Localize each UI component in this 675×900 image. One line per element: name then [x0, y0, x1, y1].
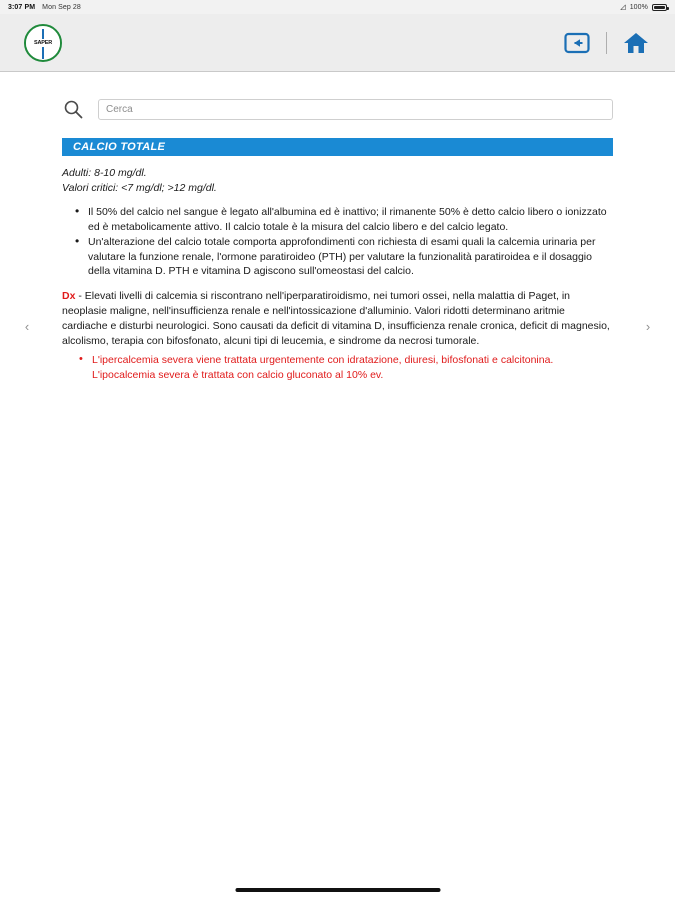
- search-icon[interactable]: [62, 98, 84, 120]
- battery-full-icon: [652, 4, 667, 11]
- reference-values: [62, 166, 613, 196]
- list-item: • L'ipercalcemia severa viene trattata urgentemente con idratazione, diuresi, bifosfonati e calcitonina. L'ipocalcemia severa è trattata con calcio gluconato al 10% ev.: [92, 353, 613, 382]
- home-indicator[interactable]: [235, 888, 440, 892]
- alert-bullet-list: [62, 353, 613, 382]
- battery-percent-label: 100%: [629, 3, 648, 11]
- article-content: [0, 72, 675, 382]
- next-page-arrow[interactable]: ›: [645, 319, 651, 334]
- status-bar-date: Mon Sep 28: [42, 3, 81, 11]
- toolbar-divider: [606, 32, 607, 54]
- article-title-band: [62, 138, 613, 156]
- app-toolbar: [0, 14, 675, 72]
- wifi-icon: ◿: [620, 3, 626, 11]
- document-page: [0, 72, 675, 900]
- diagnosis-text: - Elevati livelli di calcemia si riscontrano nell'iperparatiroidismo, nei tumori ossei, nella malattia di Paget, in neoplasie maligne, nell'insufficienza renale e nell'intossicazione d'alluminio. Valori ridotti determinano aritmie cardiache e disturbi neurologici. Sono causati da deficit di vitamina D, insufficienza renale cronica, deficit di magnesio, alcolismo, terapia con bifosfonato, alcuni tipi di leucemia, e sindrome da necrosi tumorale.: [62, 290, 610, 347]
- diagnosis-paragraph: [62, 289, 613, 349]
- list-item: • Un'alterazione del calcio totale comporta approfondimenti con richiesta di esami quali la calcemia urinaria per valutare la funzione renale, l'ormone paratiroideo (PTH) per valutare la funzionalità paratiroidea e il dosaggio della vitamina D. PTH e vitamina D agiscono sull'omeostasi del calcio.: [88, 235, 613, 279]
- page-title: CALCIO TOTALE: [73, 141, 166, 153]
- reference-critical: Valori critici: <7 mg/dl; >12 mg/dl.: [62, 182, 217, 194]
- ios-status-bar: [0, 0, 675, 14]
- logo-text: SAPER: [26, 39, 60, 47]
- status-bar-right: [620, 4, 667, 11]
- article-bullet-list: [62, 205, 613, 279]
- back-button[interactable]: [562, 28, 592, 58]
- previous-page-arrow[interactable]: ‹: [24, 319, 30, 334]
- list-item: • Il 50% del calcio nel sangue è legato all'albumina ed è inattivo; il rimanente 50% è detto calcio libero o ionizzato ed è metabolicamente attivo. Il calcio totale è la misura del calcio libero e del calcio legato.: [88, 205, 613, 234]
- search-input[interactable]: [98, 99, 613, 120]
- toolbar-actions: [562, 28, 651, 58]
- home-button[interactable]: [621, 28, 651, 58]
- status-bar-left: [8, 4, 81, 11]
- app-logo[interactable]: [24, 24, 62, 62]
- diagnosis-label: Dx: [62, 290, 76, 302]
- reference-adults: Adulti: 8-10 mg/dl.: [62, 167, 147, 179]
- search-bar: [62, 98, 613, 120]
- status-bar-clock: 3:07 PM: [8, 3, 36, 11]
